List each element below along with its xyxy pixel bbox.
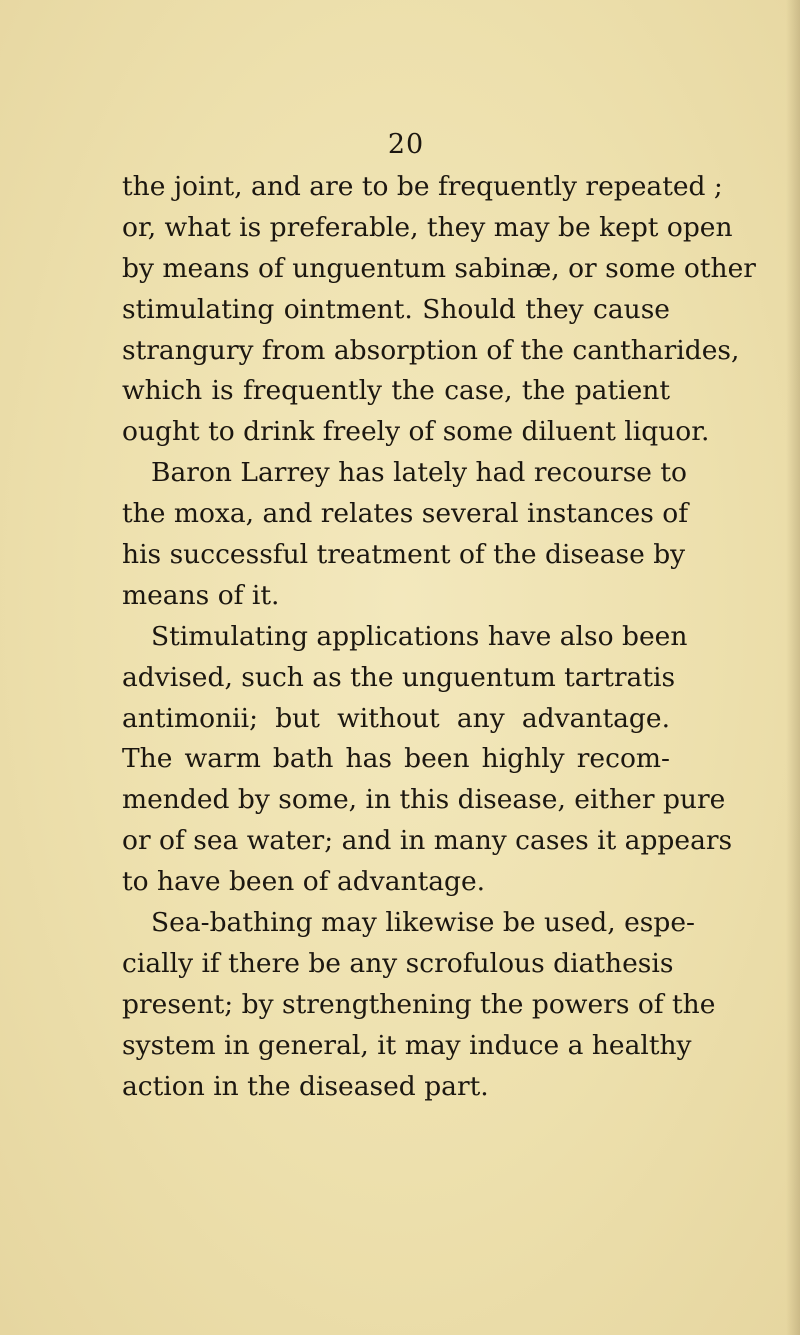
- text-line: present; by strengthening the powers of the: [122, 988, 716, 1020]
- body-text: [122, 167, 756, 1107]
- text-line: which is frequently the case, the patient: [122, 375, 670, 407]
- paragraph-end-line: to have been of advantage.: [122, 866, 486, 898]
- text-line: antimonii; but without any advantage.: [122, 702, 670, 734]
- text-line: or of sea water; and in many cases it appears: [122, 825, 733, 857]
- paragraph-start-line: Sea-bathing may likewise be used, espe-: [151, 907, 695, 939]
- text-line: cially if there be any scrofulous diathesis: [122, 947, 674, 979]
- paragraph-end-line: means of it.: [122, 579, 280, 611]
- paragraph-end-line: action in the diseased part.: [122, 1070, 489, 1102]
- paragraph-start-line: Baron Larrey has lately had recourse to: [151, 457, 688, 489]
- page-edge-shadow: [786, 0, 800, 1335]
- text-line: the joint, and are to be frequently repeated ;: [122, 171, 723, 202]
- text-line: mended by some, in this disease, either pure: [122, 784, 726, 816]
- text-line: system in general, it may induce a healthy: [122, 1029, 692, 1061]
- text-line: advised, such as the unguentum tartratis: [122, 661, 676, 693]
- paragraph-start-line: Stimulating applications have also been: [151, 620, 688, 652]
- text-line: his successful treatment of the disease by: [122, 539, 686, 571]
- page-number: 20: [387, 129, 425, 160]
- text-line: stimulating ointment. Should they cause: [122, 293, 670, 325]
- text-line: by means of unguentum sabinæ, or some other: [122, 252, 756, 284]
- text-line: or, what is preferable, they may be kept open: [122, 211, 733, 243]
- text-line: ought to drink freely of some diluent liquor.: [122, 416, 710, 448]
- text-line: strangury from absorption of the cantharides,: [122, 334, 740, 366]
- text-line: The warm bath has been highly recom-: [122, 743, 670, 775]
- text-line: the moxa, and relates several instances of: [122, 498, 688, 530]
